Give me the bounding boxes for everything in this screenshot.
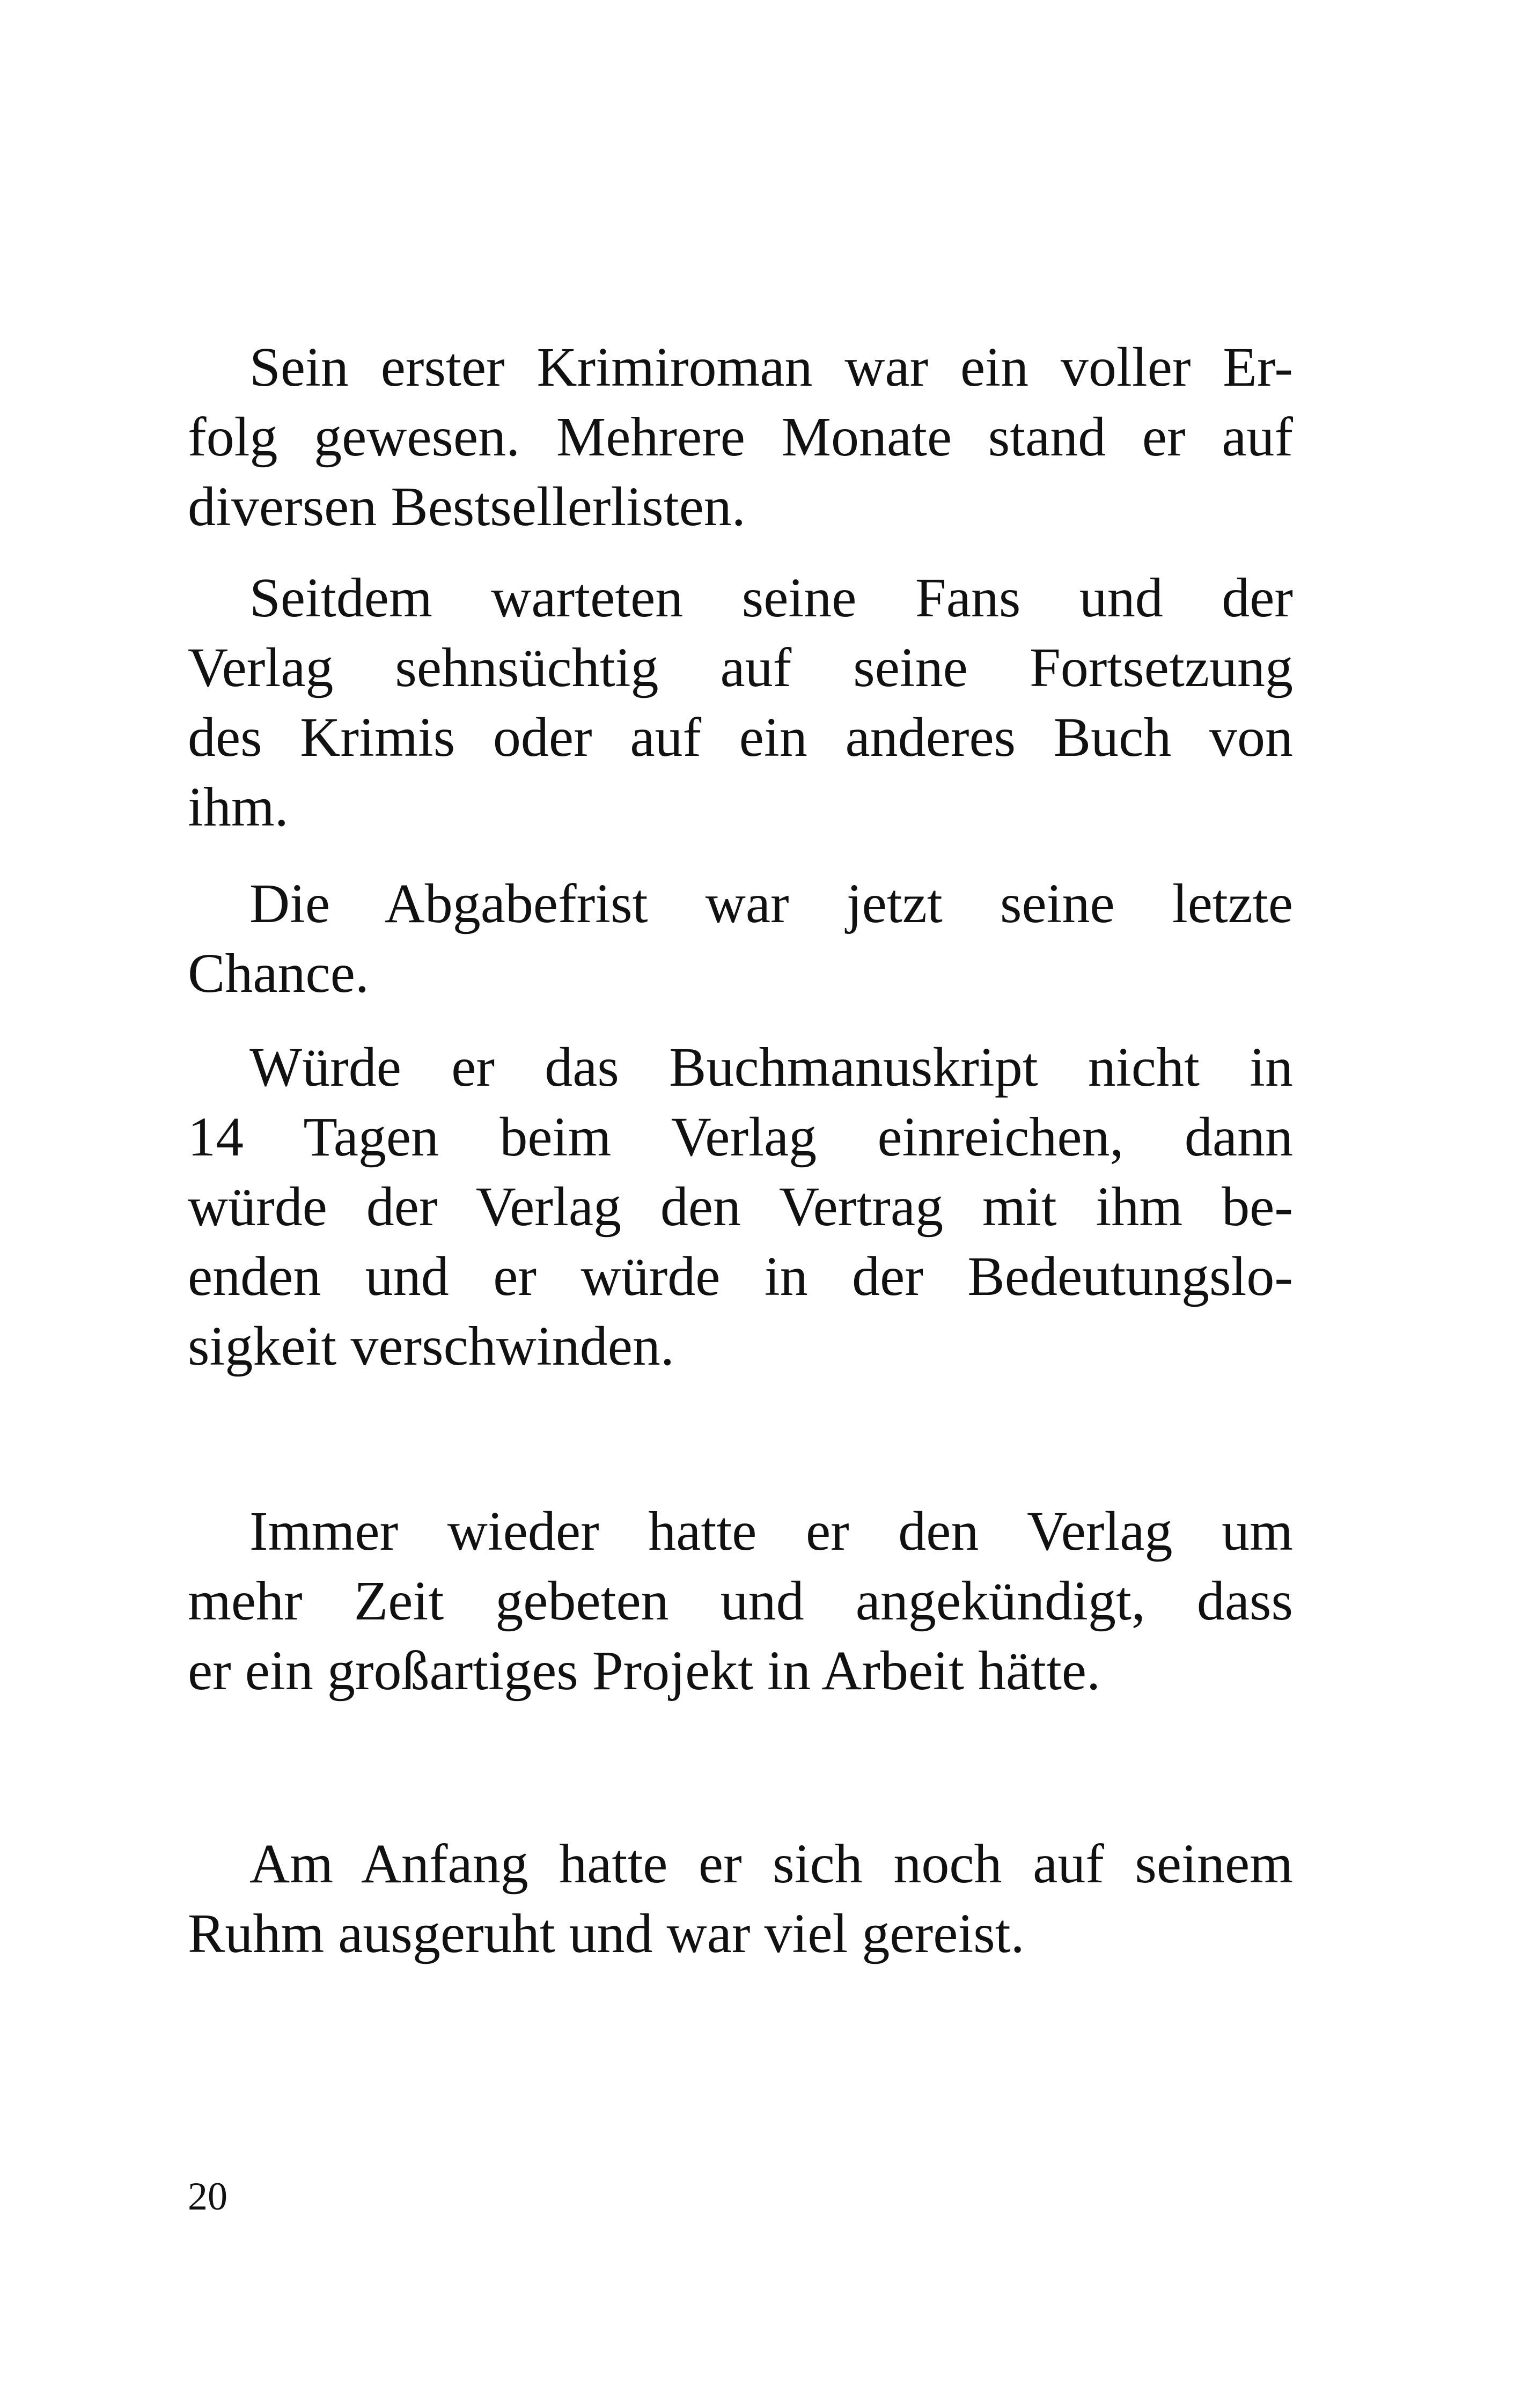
paragraph [188,1829,1293,1969]
text-line: diversen Bestsellerlisten. [188,476,746,537]
paragraph [188,1497,1293,1706]
text-line: Sein erster Krimiroman war ein voller Er- [249,336,1293,398]
text-line: er ein großartiges Projekt in Arbeit hätte. [188,1640,1101,1702]
page-number: 20 [188,2175,227,2219]
text-line: Würde er das Buchmanuskript nicht in [249,1036,1293,1098]
text-line: des Krimis oder auf ein anderes Buch von [188,706,1293,768]
text-line: 14 Tagen beim Verlag einreichen, dann [188,1106,1293,1168]
paragraph [188,1033,1293,1381]
text-line: mehr Zeit gebeten und angekündigt, dass [188,1570,1293,1632]
text-line: sigkeit verschwinden. [188,1315,674,1377]
text-line: Immer wieder hatte er den Verlag um [249,1500,1293,1562]
text-line: enden und er würde in der Bedeutungslo- [188,1246,1293,1307]
text-line: Die Abgabefrist war jetzt seine letzte [249,873,1293,934]
text-line: Ruhm ausgeruht und war viel gereist. [188,1903,1025,1964]
paragraph [188,869,1293,1008]
text-line: würde der Verlag den Vertrag mit ihm be- [188,1176,1293,1238]
text-line: Seitdem warteten seine Fans und der [249,567,1293,629]
text-line: Am Anfang hatte er sich noch auf seinem [249,1833,1293,1895]
text-line: folg gewesen. Mehrere Monate stand er auf [188,406,1293,468]
text-line: ihm. [188,776,289,838]
paragraph [188,563,1293,842]
text-line: Verlag sehnsüchtig auf seine Fortsetzung [188,637,1293,698]
text-line: Chance. [188,942,369,1004]
paragraph [188,333,1293,542]
